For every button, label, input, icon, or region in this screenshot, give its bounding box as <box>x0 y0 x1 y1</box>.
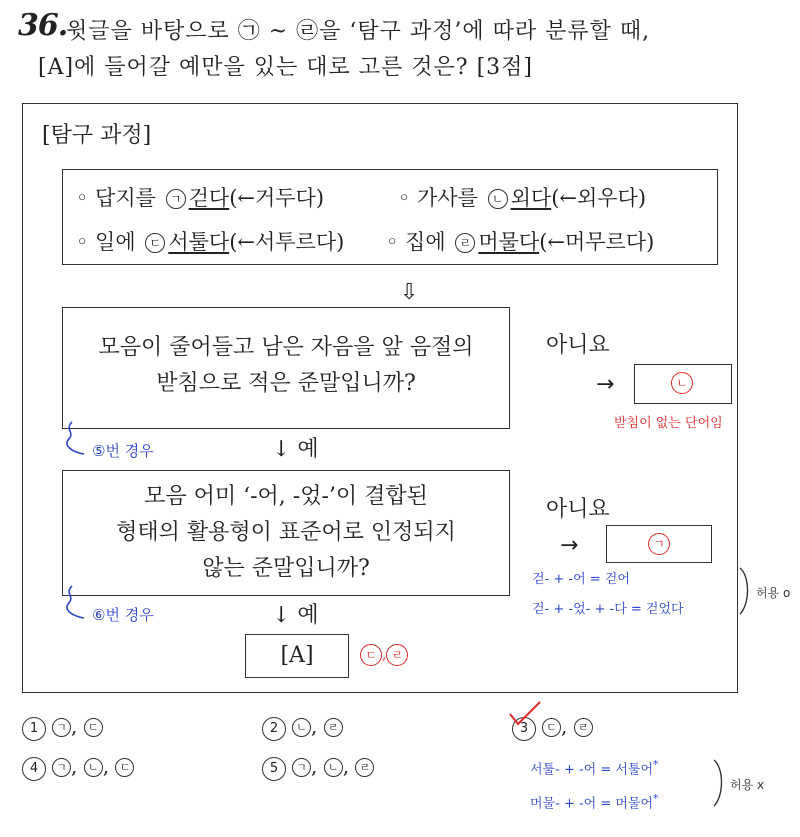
circled-giyeok: ㄱ <box>166 189 186 209</box>
question-number: 36. <box>18 8 68 43</box>
check-mark-icon <box>508 700 544 730</box>
question-text-line1: 윗글을 바탕으로 ㉠ ~ ㉣을 ‘탐구 과정’에 따라 분류할 때, <box>66 19 651 44</box>
geot-note-2: 걷- + -었- + -다 = 걷었다 <box>532 602 684 617</box>
q2-line3: 않는 준말입니까? <box>202 556 370 581</box>
q1-line1: 모음이 줄어들고 남은 자음을 앞 음절의 <box>98 335 474 360</box>
circled-digeut: ㄷ <box>145 233 165 253</box>
option-2[interactable]: 2 ㄴ , ㄹ <box>262 714 343 741</box>
allowed-note: 허용 o <box>756 586 791 600</box>
right-arrow-icon-2: → <box>560 533 579 558</box>
yes-label-2: ↓ 예 <box>272 603 319 628</box>
yes-label-1: ↓ 예 <box>272 437 319 462</box>
q2-line2: 형태의 활용형이 표준어로 인정되지 <box>116 520 456 545</box>
no-label-1: 아니요 <box>546 333 610 358</box>
answer-a-box: [A] <box>245 634 349 678</box>
right-arrow-icon: → <box>596 372 615 397</box>
note-no-batchim: 받침이 없는 단어임 <box>614 416 723 431</box>
option-1[interactable]: 1 ㄱ , ㄷ <box>22 714 103 741</box>
question-text-line2: [A]에 들어갈 예만을 있는 대로 고른 것은? [3점] <box>38 55 533 80</box>
meomul-note: 머물- + -어 = 머물어* <box>530 792 659 812</box>
q2-no-answer: ㄱ <box>648 533 670 555</box>
brace-mark-2 <box>712 758 726 808</box>
option-5[interactable]: 5 ㄱ , ㄴ , ㄹ <box>262 754 374 781</box>
a-box-answer: ㄷ , ㄹ <box>360 644 408 666</box>
down-hollow-arrow-icon: ⇩ <box>400 280 419 305</box>
q2-line1: 모음 어미 ‘-어, -었-’이 결합된 <box>144 484 428 509</box>
example-4: ◦ 집에 ㄹ 머물다(←머무르다) <box>386 230 655 254</box>
case6-note: ⑥번 경우 <box>92 606 154 624</box>
not-allowed-note: 허용 x <box>730 778 765 792</box>
circled-nieun: ㄴ <box>488 189 508 209</box>
question-box-1 <box>62 307 510 429</box>
q1-no-answer: ㄴ <box>671 372 693 394</box>
option-4[interactable]: 4 ㄱ , ㄴ , ㄷ <box>22 754 134 781</box>
example-2: ◦ 가사를 ㄴ 외다(←외우다) <box>398 186 647 210</box>
case5-note: ⑤번 경우 <box>92 442 154 460</box>
geot-note-1: 걷- + -어 = 걷어 <box>532 572 630 587</box>
example-1: ◦ 답지를 ㄱ 걷다(←거두다) <box>76 186 325 210</box>
no-label-2: 아니요 <box>546 497 610 522</box>
hook-mark-2 <box>62 584 92 624</box>
hook-mark-1 <box>62 420 92 460</box>
brace-mark-1 <box>738 566 752 616</box>
seotul-note: 서툴- + -어 = 서툴어* <box>530 758 659 778</box>
example-3: ◦ 일에 ㄷ 서툴다(←서투르다) <box>76 230 345 254</box>
process-title: [탐구 과정] <box>42 123 152 148</box>
circled-rieul: ㄹ <box>455 233 475 253</box>
question-box-2 <box>62 470 510 596</box>
q1-line2: 받침으로 적은 준말입니까? <box>156 371 416 396</box>
option-3[interactable]: 3 ㄷ , ㄹ <box>512 714 593 741</box>
